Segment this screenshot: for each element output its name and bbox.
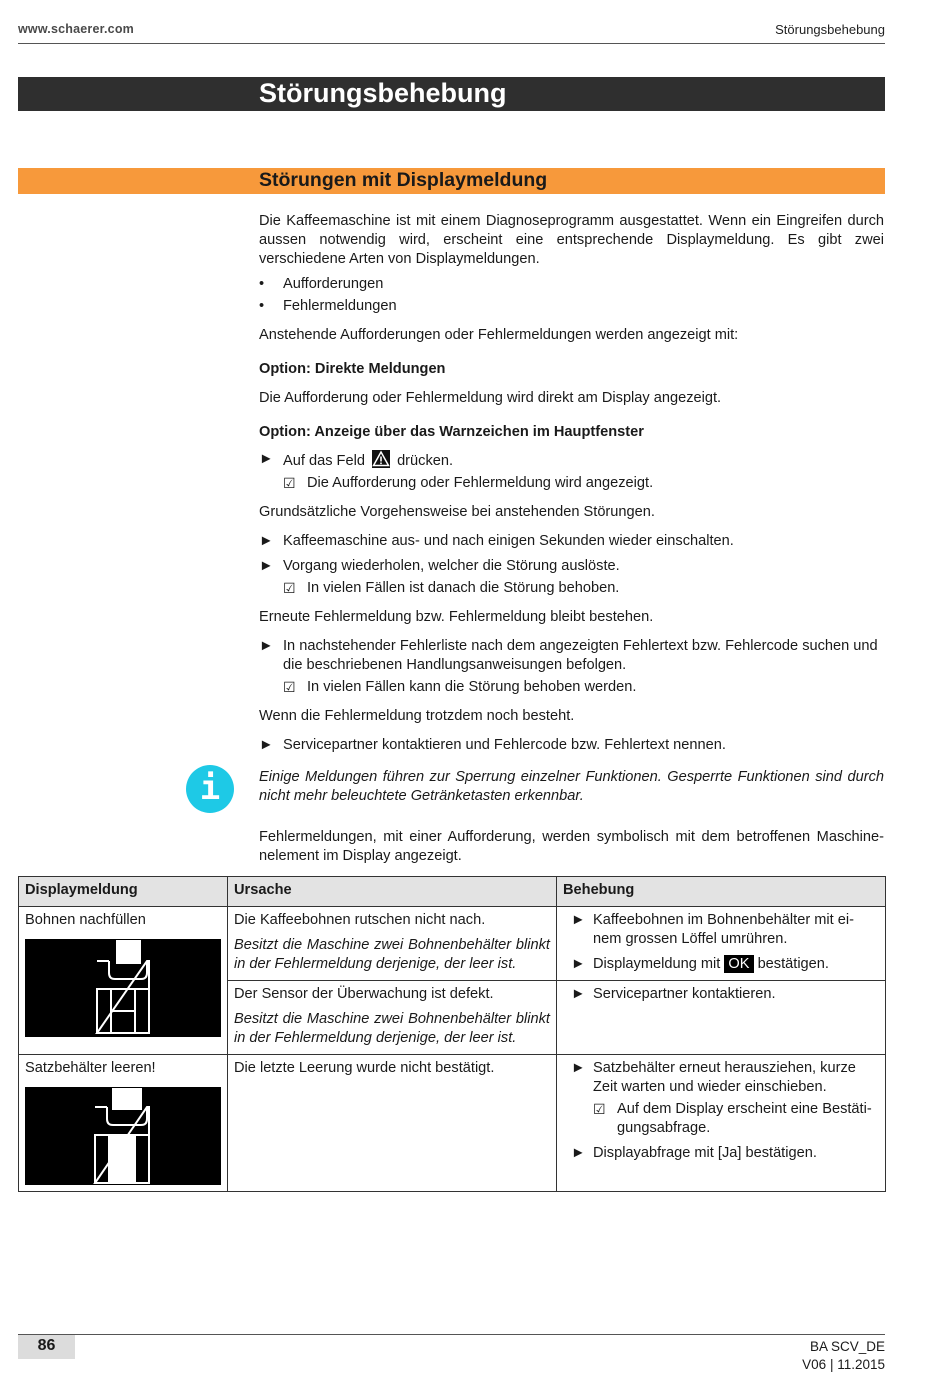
step-arrow-icon: ► bbox=[571, 912, 586, 928]
header-section-name: Störungsbehebung bbox=[775, 22, 885, 37]
fix-step: ► Displaymeldung mit OK bestätigen. bbox=[571, 956, 829, 972]
bean-container-icon bbox=[25, 939, 221, 1037]
fix-step: ► Satzbehälter erneut herausziehen, kurze Zeit warten und wieder einschieben. bbox=[571, 1060, 856, 1095]
step-arrow-icon: ► bbox=[259, 638, 274, 654]
bullet-icon: • bbox=[259, 276, 265, 292]
grounds-container-display-image bbox=[25, 1087, 221, 1185]
shown-with-text: Anstehende Aufforderungen oder Fehlermeldungen werden angezeigt mit: bbox=[259, 327, 739, 343]
fix-cell bbox=[557, 1055, 886, 1192]
table-header-row bbox=[19, 877, 886, 907]
title-bar bbox=[18, 77, 885, 111]
display-message-cell bbox=[19, 1055, 228, 1192]
cause-text: Die Kaffeebohnen rutschen nicht nach. bbox=[234, 912, 486, 928]
step-arrow-icon: ► bbox=[571, 1145, 586, 1161]
section-subtitle: Störungen mit Displaymeldung bbox=[259, 169, 548, 191]
table-row bbox=[19, 1055, 886, 1192]
result-item: ☑ In vielen Fällen ist danach die Störung behoben. bbox=[283, 580, 620, 596]
result-item: ☑ Die Aufforderung oder Fehlermeldung wird angezeigt. bbox=[283, 475, 654, 491]
step-arrow-icon: ► bbox=[259, 533, 274, 549]
persist-intro: Erneute Fehlermeldung bzw. Fehlermeldung bleibt bestehen. bbox=[259, 609, 654, 625]
header-divider bbox=[18, 43, 885, 44]
column-header: Ursache bbox=[228, 877, 557, 907]
page-number: 86 bbox=[37, 1337, 56, 1354]
cause-note: Besitzt die Maschine zwei Bohnenbehälter blinkt in der Fehlermeldung derjenige, der leer ist. bbox=[234, 1011, 550, 1046]
cause-text: Der Sensor der Überwachung ist defekt. bbox=[234, 986, 494, 1002]
fix-step: ► Displayabfrage mit [Ja] bestätigen. bbox=[571, 1145, 817, 1161]
checked-box-icon: ☑ bbox=[283, 475, 296, 491]
result-item: ☑ In vielen Fällen kann die Störung behoben werden. bbox=[283, 679, 637, 695]
bullet-icon: • bbox=[259, 298, 265, 314]
display-message-cell bbox=[19, 907, 228, 1055]
step-arrow-icon: ► bbox=[571, 986, 586, 1002]
table-row bbox=[19, 907, 886, 981]
procedure-intro: Grundsätzliche Vorgehensweise bei anstehenden Störungen. bbox=[259, 504, 655, 520]
subtitle-bar bbox=[18, 168, 885, 194]
step-item: ► Vorgang wiederholen, welcher die Störung auslöste. bbox=[259, 558, 620, 574]
fix-cell bbox=[557, 907, 886, 981]
document-version: V06 | 11.2015 bbox=[802, 1357, 885, 1372]
document-code: BA SCV_DE bbox=[809, 1339, 885, 1354]
page-title: Störungsbehebung bbox=[259, 78, 507, 108]
step-item: ► Auf das Feld drücken. bbox=[259, 451, 454, 469]
step-arrow-icon: ► bbox=[571, 956, 586, 972]
list-item: • Fehlermeldungen bbox=[259, 298, 397, 314]
symbol-note: Fehlermeldungen, mit einer Aufforderung, werden symbolisch mit dem betroffenen Maschine-nelement im Display angezeigt. bbox=[259, 829, 884, 864]
step-item: ► Kaffeemaschine aus- und nach einigen Sekunden wieder einschalten. bbox=[259, 533, 734, 549]
intro-paragraph: Die Kaffeemaschine ist mit einem Diagnoseprogramm ausgestattet. Wenn ein Eingreifen durch aussen notwendig wird, erscheint eine entsprechende Displaymeldung. Es gibt zwei verschiedene Arten von Displaymeldungen. bbox=[259, 213, 884, 267]
info-note: Einige Meldungen führen zur Sperrung einzelner Funktionen. Gesperrte Funktionen sind durch nicht mehr beleuchtete Getränketasten erkennbar. bbox=[259, 769, 884, 804]
website-url: www.schaerer.com bbox=[18, 22, 134, 36]
list-item: • Aufforderungen bbox=[259, 276, 384, 292]
footer-divider bbox=[18, 1334, 885, 1335]
cause-text: Die letzte Leerung wurde nicht bestätigt. bbox=[234, 1060, 495, 1076]
column-header: Displaymeldung bbox=[19, 877, 228, 907]
bean-container-display-image bbox=[25, 939, 221, 1037]
error-table bbox=[18, 876, 886, 1192]
option1-heading: Option: Direkte Meldungen bbox=[259, 361, 446, 377]
fix-step: ► Servicepartner kontaktieren. bbox=[571, 986, 776, 1002]
column-header: Behebung bbox=[557, 877, 886, 907]
option1-text: Die Aufforderung oder Fehlermeldung wird direkt am Display angezeigt. bbox=[259, 390, 722, 406]
option2-heading: Option: Anzeige über das Warnzeichen im Hauptfenster bbox=[259, 424, 644, 440]
checked-box-icon: ☑ bbox=[593, 1101, 606, 1117]
footer-document-info bbox=[802, 1338, 885, 1374]
warning-triangle-icon bbox=[372, 450, 390, 468]
step-item: ► Servicepartner kontaktieren und Fehlercode bzw. Fehlertext nennen. bbox=[259, 737, 726, 753]
fix-cell bbox=[557, 981, 886, 1055]
grounds-container-icon bbox=[25, 1087, 221, 1185]
page-number-box bbox=[18, 1335, 75, 1359]
fix-result: ☑ Auf dem Display erscheint eine Bestäti-gungsabfrage. bbox=[593, 1101, 872, 1136]
step-arrow-icon: ► bbox=[259, 451, 274, 467]
cause-cell bbox=[228, 981, 557, 1055]
step-arrow-icon: ► bbox=[571, 1060, 586, 1076]
display-message-text: Bohnen nachfüllen bbox=[25, 912, 146, 928]
checked-box-icon: ☑ bbox=[283, 580, 296, 596]
ok-key-icon: OK bbox=[724, 955, 753, 973]
step-arrow-icon: ► bbox=[259, 558, 274, 574]
step-arrow-icon: ► bbox=[259, 737, 274, 753]
main-content bbox=[259, 212, 884, 866]
cause-cell bbox=[228, 1055, 557, 1192]
cause-note: Besitzt die Maschine zwei Bohnenbehälter blinkt in der Fehlermeldung derjenige, der leer ist. bbox=[234, 937, 550, 972]
cause-cell bbox=[228, 907, 557, 981]
still-intro: Wenn die Fehlermeldung trotzdem noch besteht. bbox=[259, 708, 575, 724]
display-message-text: Satzbehälter leeren! bbox=[25, 1060, 156, 1076]
step-item: ► In nachstehender Fehlerliste nach dem angezeigten Fehlertext bzw. Fehlercode suchen und die beschriebenen Handlungsanweisungen befolgen. bbox=[259, 638, 878, 673]
checked-box-icon: ☑ bbox=[283, 679, 296, 695]
info-icon: i bbox=[186, 765, 234, 813]
fix-step: ► Kaffeebohnen im Bohnenbehälter mit ei-nem grossen Löffel umrühren. bbox=[571, 912, 854, 947]
